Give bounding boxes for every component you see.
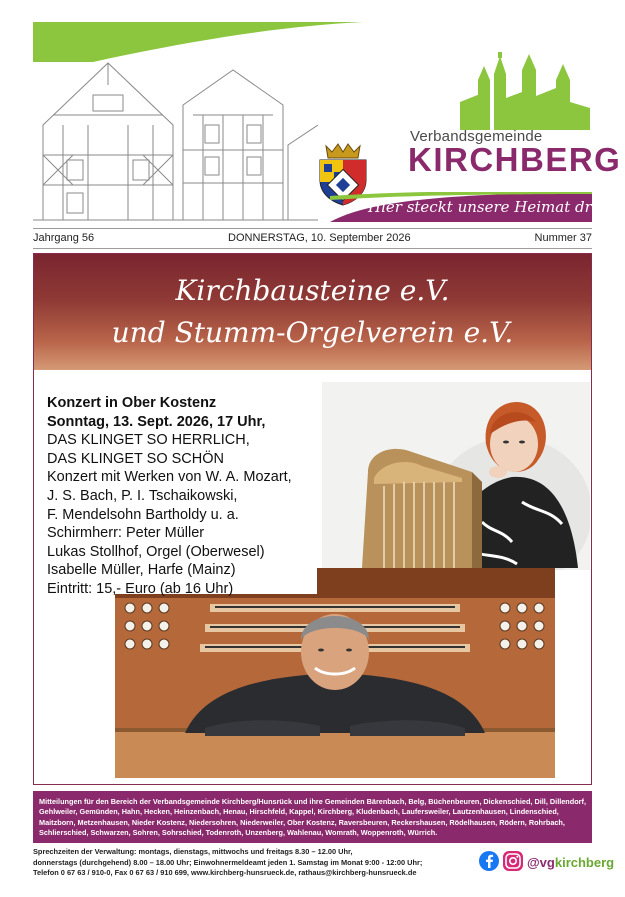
tagline: Hier steckt unsere Heimat drin! — [368, 198, 613, 216]
municipalities-text: Mitteilungen für den Bereich der Verbandsgemeinde Kirchberg/Hunsrück und ihre Gemeinden Bärenbach, Belg, Büchenbeuren, Dickenschied, Dill, Dillendorf, Gehlweiler, Gemünden, Hahn, Hecken, Heinzenbach, Henau, Hirschfeld, Kappel, Kirchberg, Kludenbach, Laufersweiler, Lautzenhausen, Lindenschied, Maitzborn, Metzenhausen, Nieder Kostenz, Niedersohren, Niederweiler, Ober Kostenz, Raversbeuren, Reckershausen, Rödelhausen, Rödern, Rohrbach, Schlierschied, Schwarzen, Sohren, Sohrschied, Todenroth, Unzenberg, Wahlenau, Womrath, Woppenroth, Würrich. — [39, 797, 586, 838]
kirchberg-towers-logo — [460, 52, 590, 130]
contact-line: Telefon 0 67 63 / 910-0, Fax 0 67 63 / 910 699, www.kirchberg-hunsrueck.de, rathaus@kirchberg-hunsrueck.de — [33, 868, 417, 877]
social-handle-name: kirchberg — [554, 855, 615, 870]
concert-title-line-1: DAS KLINGET SO HERRLICH, — [47, 432, 250, 449]
administration-contact — [33, 847, 473, 879]
concert-works-line-2: J. S. Bach, P. I. Tschaikowski, — [47, 487, 238, 504]
office-hours-line-1: Sprechzeiten der Verwaltung: montags, dienstags, mittwochs und freitags 8.30 – 12.00 Uhr, — [33, 847, 353, 856]
masthead — [0, 0, 625, 228]
office-hours-line-2: donnerstags (durchgehend) 8.00 – 18.00 Uhr; Einwohnermeldeamt jeden 1. Samstag im Monat 9:00 - 12:00 Uhr; — [33, 857, 423, 867]
concert-title-line-2: DAS KLINGET SO SCHÖN — [47, 450, 224, 467]
issue-date: DONNERSTAG, 10. September 2026 — [228, 232, 411, 244]
brand-name: KIRCHBERG — [408, 141, 622, 178]
concert-performer-harp: Isabelle Müller, Harfe (Mainz) — [47, 562, 236, 579]
top-rule — [33, 228, 592, 229]
instagram-icon[interactable] — [503, 851, 523, 871]
social-handle-prefix: @vg — [527, 855, 555, 870]
concert-performer-organ: Lukas Stollhof, Orgel (Oberwesel) — [47, 543, 265, 560]
organist-photo — [115, 568, 555, 778]
concert-patron: Schirmherr: Peter Müller — [47, 525, 205, 542]
brand-prefix: Verbandsgemeinde — [410, 128, 543, 145]
harpist-photo — [322, 382, 590, 570]
concert-admission: Eintritt: 15,- Euro (ab 16 Uhr) — [47, 580, 234, 597]
concert-datetime: Sonntag, 13. Sept. 2026, 17 Uhr, — [47, 413, 266, 430]
municipalities-notice — [33, 791, 592, 843]
banner-line-2: und Stumm-Orgelverein e.V. — [111, 316, 514, 349]
social-handle[interactable] — [527, 855, 614, 870]
social-icons — [478, 850, 524, 877]
issue-info-line — [33, 232, 592, 248]
concert-works-line-3: F. Mendelsohn Bartholdy u. a. — [47, 506, 239, 523]
bottom-rule — [33, 248, 592, 249]
title-banner — [34, 254, 591, 370]
issue-volume: Jahrgang 56 — [33, 232, 95, 244]
issue-number: Nummer 37 — [534, 232, 592, 244]
concert-details — [37, 382, 317, 597]
facebook-icon[interactable] — [479, 851, 499, 871]
concert-heading: Konzert in Ober Kostenz — [47, 395, 217, 411]
banner-line-1: Kirchbausteine e.V. — [175, 274, 450, 307]
town-sketch-illustration — [33, 55, 318, 225]
concert-works-line-1: Konzert mit Werken von W. A. Mozart, — [47, 469, 292, 486]
